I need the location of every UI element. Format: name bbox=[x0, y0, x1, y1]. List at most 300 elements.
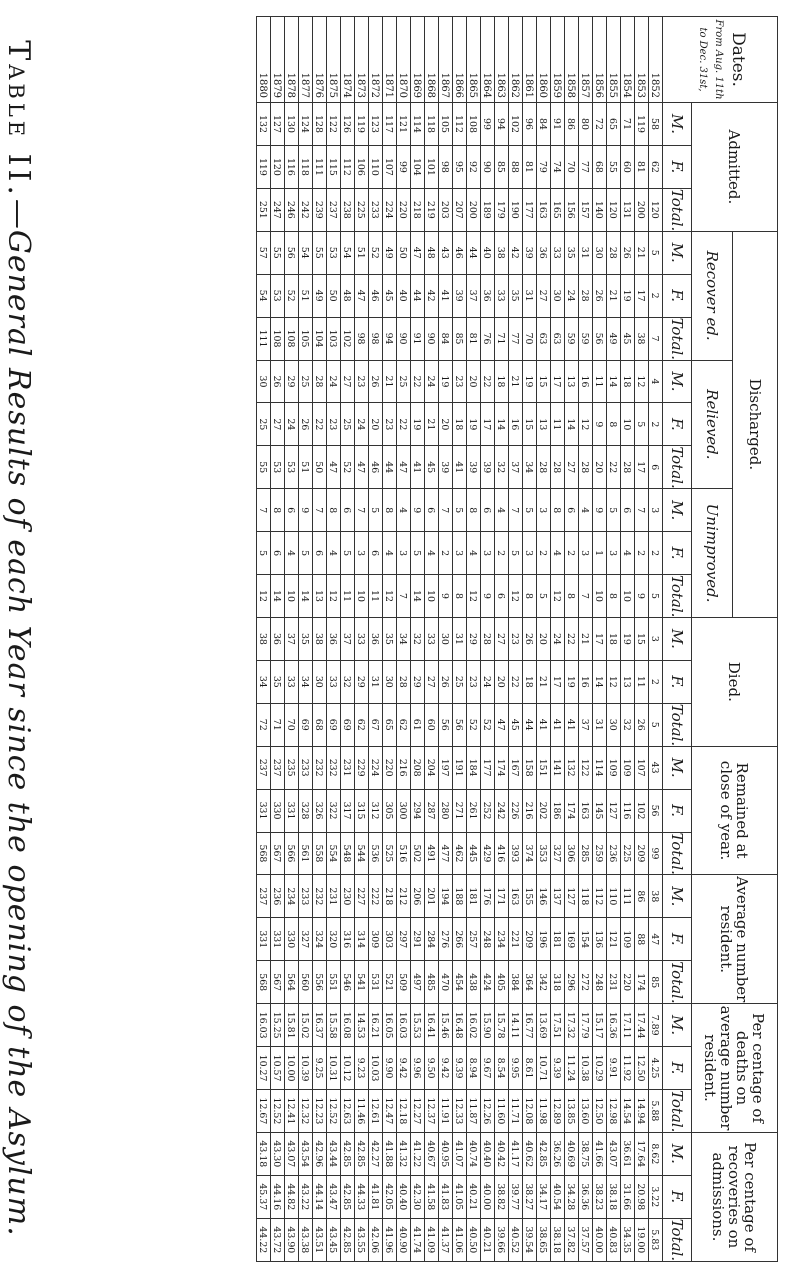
rel-t-cell: 34 bbox=[523, 446, 537, 489]
avg-m-cell: 171 bbox=[495, 875, 509, 918]
year-cell: 1854 bbox=[621, 17, 635, 103]
died-m-cell: 27 bbox=[495, 617, 509, 660]
avg-m-cell: 163 bbox=[509, 875, 523, 918]
avg-f-cell: 327 bbox=[299, 918, 313, 961]
rem-m-cell: 107 bbox=[635, 746, 649, 789]
rec-t-cell: 63 bbox=[537, 317, 551, 360]
died-f-cell: 30 bbox=[383, 660, 397, 703]
pd-m-cell: 15.17 bbox=[593, 1004, 607, 1047]
rel-m-cell: 22 bbox=[481, 360, 495, 403]
pr-m-cell: 43.18 bbox=[257, 1132, 271, 1175]
pd-m-label: M. bbox=[663, 1004, 692, 1047]
uni-f-cell: 1 bbox=[593, 532, 607, 575]
pr-t-cell: 44.22 bbox=[257, 1218, 271, 1261]
year-cell: 1869 bbox=[411, 17, 425, 103]
rec-m-cell: 52 bbox=[369, 231, 383, 274]
died-m-cell: 36 bbox=[369, 617, 383, 660]
adm-f-cell: 81 bbox=[523, 145, 537, 188]
pd-f-label: F. bbox=[663, 1047, 692, 1090]
pd-t-cell: 11.46 bbox=[355, 1089, 369, 1132]
pr-t-cell: 42.85 bbox=[341, 1218, 355, 1261]
uni-t-cell: 12 bbox=[509, 575, 523, 618]
pr-m-cell: 41.32 bbox=[397, 1132, 411, 1175]
rec-f-cell: 41 bbox=[439, 274, 453, 317]
uni-m-cell: 3 bbox=[537, 489, 551, 532]
rel-m-cell: 4 bbox=[649, 360, 663, 403]
pr-m-cell: 40.40 bbox=[481, 1132, 495, 1175]
died-f-cell: 25 bbox=[453, 660, 467, 703]
rec-f-cell: 54 bbox=[257, 274, 271, 317]
died-t-cell: 31 bbox=[593, 703, 607, 746]
rem-f-cell: 226 bbox=[509, 789, 523, 832]
rec-m-cell: 43 bbox=[439, 231, 453, 274]
adm-m-cell: 80 bbox=[579, 103, 593, 146]
pr-f-cell: 38.23 bbox=[593, 1175, 607, 1218]
uni-f-cell: 5 bbox=[509, 532, 523, 575]
adm-f-cell: 90 bbox=[481, 145, 495, 188]
avg-f-cell: 257 bbox=[467, 918, 481, 961]
rec-m-cell: 55 bbox=[271, 231, 285, 274]
died-m-cell: 30 bbox=[439, 617, 453, 660]
uni-f-cell: 5 bbox=[299, 532, 313, 575]
rem-f-cell: 174 bbox=[565, 789, 579, 832]
pd-f-cell: 9.91 bbox=[607, 1047, 621, 1090]
avg-f-cell: 169 bbox=[565, 918, 579, 961]
uni-m-cell: 8 bbox=[551, 489, 565, 532]
died-m-cell: 38 bbox=[313, 617, 327, 660]
dates-header-label: Dates. bbox=[728, 32, 748, 87]
died-m-cell: 33 bbox=[425, 617, 439, 660]
avg-m-cell: 146 bbox=[537, 875, 551, 918]
rem-m-cell: 191 bbox=[453, 746, 467, 789]
rem-t-cell: 393 bbox=[509, 832, 523, 875]
adm-t-cell: 190 bbox=[509, 188, 523, 231]
pct-recoveries-header: Per centage of recoveries on admissions. bbox=[692, 1132, 778, 1261]
uni-m-label: M. bbox=[663, 489, 692, 532]
rem-t-cell: 429 bbox=[481, 832, 495, 875]
pr-m-cell: 43.44 bbox=[327, 1132, 341, 1175]
pr-m-cell: 43.54 bbox=[299, 1132, 313, 1175]
adm-m-cell: 119 bbox=[355, 103, 369, 146]
rec-m-cell: 42 bbox=[509, 231, 523, 274]
avg-m-cell: 110 bbox=[607, 875, 621, 918]
table-row bbox=[649, 17, 663, 1262]
pr-f-label: F. bbox=[663, 1175, 692, 1218]
uni-f-cell: 6 bbox=[271, 532, 285, 575]
rel-f-cell: 23 bbox=[383, 403, 397, 446]
table-row bbox=[271, 17, 285, 1262]
relieved-header: Relieved. bbox=[692, 360, 733, 489]
avg-m-cell: 188 bbox=[453, 875, 467, 918]
died-f-cell: 24 bbox=[481, 660, 495, 703]
table-row bbox=[257, 17, 271, 1262]
rem-m-cell: 132 bbox=[565, 746, 579, 789]
rec-m-cell: 26 bbox=[621, 231, 635, 274]
year-cell: 1865 bbox=[467, 17, 481, 103]
died-m-cell: 33 bbox=[355, 617, 369, 660]
rel-f-cell: 24 bbox=[355, 403, 369, 446]
year-cell: 1855 bbox=[607, 17, 621, 103]
pr-t-cell: 43.38 bbox=[299, 1218, 313, 1261]
uni-t-cell: 12 bbox=[383, 575, 397, 618]
rel-f-cell: 18 bbox=[453, 403, 467, 446]
rem-t-cell: 306 bbox=[565, 832, 579, 875]
year-cell: 1864 bbox=[481, 17, 495, 103]
rel-t-cell: 47 bbox=[397, 446, 411, 489]
adm-f-cell: 116 bbox=[285, 145, 299, 188]
died-m-cell: 23 bbox=[509, 617, 523, 660]
rec-m-cell: 40 bbox=[481, 231, 495, 274]
died-m-cell: 36 bbox=[271, 617, 285, 660]
year-cell: 1862 bbox=[509, 17, 523, 103]
pr-t-cell: 43.45 bbox=[327, 1218, 341, 1261]
died-f-cell: 13 bbox=[621, 660, 635, 703]
uni-t-cell: 9 bbox=[481, 575, 495, 618]
rem-t-cell: 327 bbox=[551, 832, 565, 875]
year-cell: 1871 bbox=[383, 17, 397, 103]
adm-t-cell: 246 bbox=[285, 188, 299, 231]
pr-f-cell: 41.05 bbox=[453, 1175, 467, 1218]
avg-t-cell: 546 bbox=[341, 961, 355, 1004]
rel-t-cell: 28 bbox=[579, 446, 593, 489]
adm-m-cell: 112 bbox=[453, 103, 467, 146]
rel-t-cell: 20 bbox=[593, 446, 607, 489]
rem-m-cell: 232 bbox=[327, 746, 341, 789]
rec-m-cell: 55 bbox=[313, 231, 327, 274]
pd-f-cell: 9.95 bbox=[509, 1047, 523, 1090]
rem-t-cell: 209 bbox=[635, 832, 649, 875]
adm-f-cell: 115 bbox=[327, 145, 341, 188]
pd-m-cell: 16.03 bbox=[257, 1004, 271, 1047]
rem-m-cell: 141 bbox=[551, 746, 565, 789]
uni-t-cell: 5 bbox=[649, 575, 663, 618]
adm-t-cell: 179 bbox=[495, 188, 509, 231]
rem-m-cell: 43 bbox=[649, 746, 663, 789]
died-t-cell: 44 bbox=[523, 703, 537, 746]
rel-f-cell: 12 bbox=[579, 403, 593, 446]
uni-m-cell: 7 bbox=[313, 489, 327, 532]
pd-t-cell: 11.60 bbox=[495, 1089, 509, 1132]
rel-f-cell: 23 bbox=[327, 403, 341, 446]
adm-m-cell: 122 bbox=[327, 103, 341, 146]
died-t-cell: 41 bbox=[565, 703, 579, 746]
uni-t-cell: 12 bbox=[327, 575, 341, 618]
uni-t-cell: 14 bbox=[411, 575, 425, 618]
died-t-cell: 69 bbox=[341, 703, 355, 746]
died-m-cell: 34 bbox=[397, 617, 411, 660]
adm-m-cell: 121 bbox=[397, 103, 411, 146]
pr-f-cell: 38.18 bbox=[607, 1175, 621, 1218]
died-m-cell: 36 bbox=[327, 617, 341, 660]
rel-m-cell: 19 bbox=[523, 360, 537, 403]
pd-m-cell: 16.37 bbox=[313, 1004, 327, 1047]
uni-f-cell: 4 bbox=[425, 532, 439, 575]
uni-f-cell: 4 bbox=[551, 532, 565, 575]
avg-f-cell: 297 bbox=[397, 918, 411, 961]
pr-t-cell: 40.00 bbox=[593, 1218, 607, 1261]
uni-t-cell: 8 bbox=[453, 575, 467, 618]
rem-m-cell: 208 bbox=[411, 746, 425, 789]
died-t-cell: 52 bbox=[467, 703, 481, 746]
avg-m-cell: 127 bbox=[565, 875, 579, 918]
rem-t-cell: 353 bbox=[537, 832, 551, 875]
pr-t-cell: 43.90 bbox=[285, 1218, 299, 1261]
avg-t-cell: 424 bbox=[481, 961, 495, 1004]
rec-t-cell: 81 bbox=[467, 317, 481, 360]
rem-t-cell: 561 bbox=[299, 832, 313, 875]
rem-t-cell: 502 bbox=[411, 832, 425, 875]
pd-t-cell: 12.61 bbox=[369, 1089, 383, 1132]
rec-t-cell: 59 bbox=[565, 317, 579, 360]
avg-t-cell: 220 bbox=[621, 961, 635, 1004]
adm-f-cell: 98 bbox=[439, 145, 453, 188]
rel-t-cell: 28 bbox=[551, 446, 565, 489]
rec-m-cell: 36 bbox=[537, 231, 551, 274]
year-cell: 1875 bbox=[327, 17, 341, 103]
avg-m-cell: 206 bbox=[411, 875, 425, 918]
year-cell: 1852 bbox=[649, 17, 663, 103]
adm-m-cell: 123 bbox=[369, 103, 383, 146]
rec-f-cell: 44 bbox=[411, 274, 425, 317]
avg-m-label: M. bbox=[663, 875, 692, 918]
died-m-cell: 38 bbox=[257, 617, 271, 660]
rel-t-cell: 46 bbox=[369, 446, 383, 489]
rec-f-cell: 40 bbox=[397, 274, 411, 317]
rel-f-cell: 19 bbox=[467, 403, 481, 446]
uni-f-cell: 2 bbox=[565, 532, 579, 575]
rel-m-cell: 20 bbox=[467, 360, 481, 403]
rec-t-cell: 59 bbox=[579, 317, 593, 360]
adm-f-cell: 85 bbox=[495, 145, 509, 188]
adm-m-cell: 86 bbox=[565, 103, 579, 146]
pr-t-cell: 40.90 bbox=[397, 1218, 411, 1261]
died-t-cell: 5 bbox=[649, 703, 663, 746]
pd-m-cell: 16.21 bbox=[369, 1004, 383, 1047]
pr-m-cell: 41.88 bbox=[383, 1132, 397, 1175]
died-f-cell: 32 bbox=[341, 660, 355, 703]
avg-f-cell: 47 bbox=[649, 918, 663, 961]
adm-t-cell: 218 bbox=[411, 188, 425, 231]
year-cell: 1857 bbox=[579, 17, 593, 103]
died-m-cell: 19 bbox=[621, 617, 635, 660]
rec-f-cell: 26 bbox=[593, 274, 607, 317]
rem-m-cell: 158 bbox=[523, 746, 537, 789]
rel-t-cell: 28 bbox=[537, 446, 551, 489]
table-row bbox=[467, 17, 481, 1262]
died-m-cell: 32 bbox=[411, 617, 425, 660]
rec-f-cell: 48 bbox=[341, 274, 355, 317]
adm-t-cell: 251 bbox=[257, 188, 271, 231]
pr-f-cell: 40.54 bbox=[551, 1175, 565, 1218]
discharged-header: Discharged. bbox=[733, 231, 778, 617]
rec-m-cell: 53 bbox=[327, 231, 341, 274]
rec-f-cell: 51 bbox=[299, 274, 313, 317]
pd-m-cell: 17.11 bbox=[621, 1004, 635, 1047]
rel-t-cell: 50 bbox=[313, 446, 327, 489]
adm-m-cell: 105 bbox=[439, 103, 453, 146]
rel-t-cell: 37 bbox=[509, 446, 523, 489]
pr-t-cell: 41.06 bbox=[453, 1218, 467, 1261]
rec-m-cell: 39 bbox=[523, 231, 537, 274]
adm-f-cell: 88 bbox=[509, 145, 523, 188]
pr-t-cell: 19.00 bbox=[635, 1218, 649, 1261]
rem-t-cell: 554 bbox=[327, 832, 341, 875]
pd-t-cell: 13.60 bbox=[579, 1089, 593, 1132]
rec-t-cell: 108 bbox=[285, 317, 299, 360]
pr-f-cell: 44.14 bbox=[313, 1175, 327, 1218]
avg-f-cell: 316 bbox=[341, 918, 355, 961]
avg-total-label: Total. bbox=[663, 961, 692, 1004]
pd-f-cell: 10.29 bbox=[593, 1047, 607, 1090]
uni-f-cell: 4 bbox=[383, 532, 397, 575]
pd-m-cell: 16.41 bbox=[425, 1004, 439, 1047]
avg-f-cell: 221 bbox=[509, 918, 523, 961]
pd-total-label: Total. bbox=[663, 1089, 692, 1132]
uni-m-cell: 9 bbox=[411, 489, 425, 532]
uni-t-cell: 11 bbox=[369, 575, 383, 618]
table-row bbox=[635, 17, 649, 1262]
uni-f-cell: 4 bbox=[467, 532, 481, 575]
year-cell: 1878 bbox=[285, 17, 299, 103]
rec-f-cell: 36 bbox=[481, 274, 495, 317]
rem-f-cell: 331 bbox=[257, 789, 271, 832]
rec-m-cell: 30 bbox=[593, 231, 607, 274]
died-f-cell: 27 bbox=[425, 660, 439, 703]
rec-f-cell: 42 bbox=[425, 274, 439, 317]
died-t-cell: 71 bbox=[271, 703, 285, 746]
pr-m-cell: 43.07 bbox=[607, 1132, 621, 1175]
uni-t-cell: 5 bbox=[537, 575, 551, 618]
died-t-cell: 37 bbox=[579, 703, 593, 746]
uni-f-cell: 5 bbox=[341, 532, 355, 575]
year-cell: 1867 bbox=[439, 17, 453, 103]
rel-m-cell: 24 bbox=[327, 360, 341, 403]
uni-m-cell: 8 bbox=[467, 489, 481, 532]
adm-t-cell: 163 bbox=[537, 188, 551, 231]
year-cell: 1879 bbox=[271, 17, 285, 103]
avg-f-cell: 196 bbox=[537, 918, 551, 961]
uni-t-cell: 8 bbox=[523, 575, 537, 618]
rec-total-label: Total. bbox=[663, 317, 692, 360]
died-t-cell: 41 bbox=[551, 703, 565, 746]
died-t-cell: 65 bbox=[383, 703, 397, 746]
died-m-cell: 35 bbox=[383, 617, 397, 660]
rec-m-cell: 38 bbox=[495, 231, 509, 274]
rem-total-label: Total. bbox=[663, 832, 692, 875]
year-cell: 1856 bbox=[593, 17, 607, 103]
table-row bbox=[509, 17, 523, 1262]
adm-m-cell: 119 bbox=[635, 103, 649, 146]
pr-m-cell: 17.64 bbox=[635, 1132, 649, 1175]
rel-f-cell: 5 bbox=[635, 403, 649, 446]
avg-m-cell: 155 bbox=[523, 875, 537, 918]
rel-m-cell: 23 bbox=[355, 360, 369, 403]
pd-f-cell: 9.42 bbox=[439, 1047, 453, 1090]
uni-t-cell: 9 bbox=[635, 575, 649, 618]
rem-m-cell: 233 bbox=[299, 746, 313, 789]
rel-t-cell: 6 bbox=[649, 446, 663, 489]
pd-t-cell: 12.47 bbox=[383, 1089, 397, 1132]
adm-f-cell: 62 bbox=[649, 145, 663, 188]
died-t-cell: 56 bbox=[453, 703, 467, 746]
adm-f-cell: 68 bbox=[593, 145, 607, 188]
pr-t-cell: 38.65 bbox=[537, 1218, 551, 1261]
uni-t-cell: 8 bbox=[565, 575, 579, 618]
pr-f-cell: 36.36 bbox=[579, 1175, 593, 1218]
pd-m-cell: 14.53 bbox=[355, 1004, 369, 1047]
rem-t-cell: 491 bbox=[425, 832, 439, 875]
adm-t-cell: 239 bbox=[313, 188, 327, 231]
died-f-cell: 16 bbox=[579, 660, 593, 703]
avg-t-cell: 438 bbox=[467, 961, 481, 1004]
pd-m-cell: 16.05 bbox=[383, 1004, 397, 1047]
died-f-cell: 35 bbox=[271, 660, 285, 703]
pd-t-cell: 12.32 bbox=[299, 1089, 313, 1132]
rel-f-cell: 21 bbox=[425, 403, 439, 446]
uni-m-cell: 7 bbox=[355, 489, 369, 532]
adm-f-cell: 74 bbox=[551, 145, 565, 188]
rel-t-cell: 27 bbox=[565, 446, 579, 489]
adm-m-cell: 132 bbox=[257, 103, 271, 146]
rem-t-cell: 567 bbox=[271, 832, 285, 875]
uni-f-cell: 2 bbox=[439, 532, 453, 575]
rem-t-cell: 225 bbox=[621, 832, 635, 875]
rem-f-cell: 328 bbox=[299, 789, 313, 832]
died-m-cell: 15 bbox=[635, 617, 649, 660]
rec-f-cell: 19 bbox=[621, 274, 635, 317]
uni-f-cell: 3 bbox=[607, 532, 621, 575]
rem-m-cell: 237 bbox=[257, 746, 271, 789]
rec-t-cell: 94 bbox=[383, 317, 397, 360]
pd-m-cell: 16.02 bbox=[467, 1004, 481, 1047]
table-number: Table II. bbox=[1, 40, 36, 199]
avg-t-cell: 556 bbox=[313, 961, 327, 1004]
rel-t-cell: 53 bbox=[285, 446, 299, 489]
avg-m-cell: 176 bbox=[481, 875, 495, 918]
rel-f-cell: 24 bbox=[285, 403, 299, 446]
rem-t-cell: 99 bbox=[649, 832, 663, 875]
pr-f-cell: 34.17 bbox=[537, 1175, 551, 1218]
pd-t-cell: 12.63 bbox=[341, 1089, 355, 1132]
rec-f-cell: 52 bbox=[285, 274, 299, 317]
pd-f-cell: 9.39 bbox=[551, 1047, 565, 1090]
rec-t-cell: 90 bbox=[397, 317, 411, 360]
rel-f-cell: 19 bbox=[411, 403, 425, 446]
pr-f-cell: 40.40 bbox=[397, 1175, 411, 1218]
rel-t-cell: 44 bbox=[383, 446, 397, 489]
rem-m-cell: 177 bbox=[481, 746, 495, 789]
rem-f-cell: 330 bbox=[271, 789, 285, 832]
uni-t-cell: 8 bbox=[607, 575, 621, 618]
rec-t-cell: 7 bbox=[649, 317, 663, 360]
rec-m-cell: 51 bbox=[355, 231, 369, 274]
rec-f-cell: 21 bbox=[607, 274, 621, 317]
uni-m-cell: 5 bbox=[369, 489, 383, 532]
pd-m-cell: 14.11 bbox=[509, 1004, 523, 1047]
pr-t-cell: 40.21 bbox=[481, 1218, 495, 1261]
uni-t-cell: 14 bbox=[299, 575, 313, 618]
rem-f-cell: 252 bbox=[481, 789, 495, 832]
rem-f-label: F. bbox=[663, 789, 692, 832]
year-cell: 1868 bbox=[425, 17, 439, 103]
avg-m-cell: 236 bbox=[271, 875, 285, 918]
avg-t-cell: 560 bbox=[299, 961, 313, 1004]
avg-m-cell: 237 bbox=[257, 875, 271, 918]
pd-m-cell: 15.58 bbox=[327, 1004, 341, 1047]
avg-f-cell: 234 bbox=[495, 918, 509, 961]
uni-f-cell: 2 bbox=[495, 532, 509, 575]
adm-m-cell: 102 bbox=[509, 103, 523, 146]
